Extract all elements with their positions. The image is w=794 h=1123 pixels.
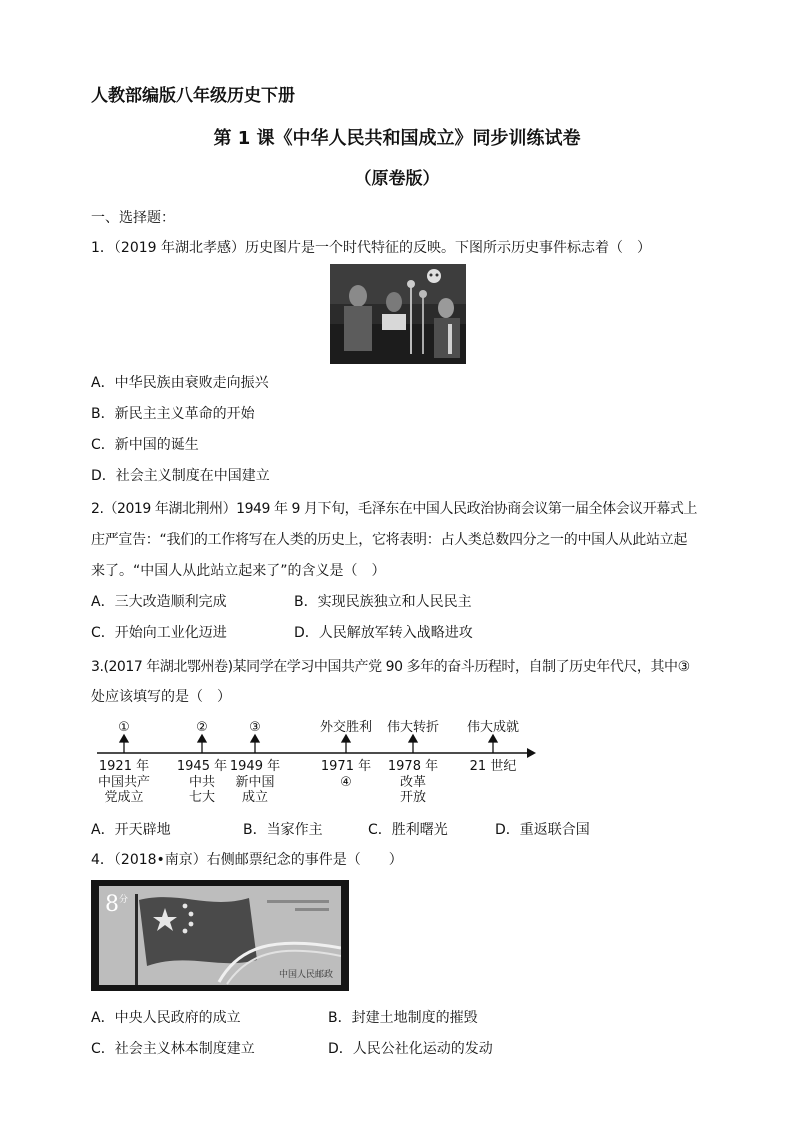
- q4-option-c: C．社会主义林本制度建立: [91, 1041, 255, 1057]
- timeline-arrow-1949: [251, 735, 259, 742]
- timeline-arrow-1921: [120, 735, 128, 742]
- flag-small-star-icon: [189, 922, 194, 927]
- q3-option-d: D．重返联合国: [495, 822, 590, 838]
- q2-option-d: D．人民解放军转入战略进攻: [294, 625, 473, 641]
- timeline-bottom-5: [383, 759, 443, 806]
- stamp-caption: 中国人民邮政: [278, 970, 333, 980]
- q3-option-b: B．当家作主: [243, 822, 323, 838]
- q4-option-a: A．中央人民政府的成立: [91, 1010, 241, 1026]
- timeline-bottom-3-line-2: 新中国: [235, 774, 275, 790]
- timeline-top-5: 伟大转折: [386, 720, 439, 735]
- timeline-bottom-1: [94, 759, 154, 806]
- q1-option-b: B．新民主主义革命的开始: [91, 406, 255, 422]
- timeline-bottom-4-line-2: ④: [340, 774, 352, 790]
- flag-small-star-icon: [183, 904, 188, 909]
- q4-stem: 4．（2018•南京）右侧邮票纪念的事件是（ ）: [91, 852, 403, 868]
- timeline-bottom-1-line-2: 中国共产: [97, 774, 150, 790]
- header-text: 人教部编版八年级历史下册: [91, 86, 295, 106]
- timeline-top-4: 外交胜利: [319, 720, 372, 735]
- q2-option-a: A．三大改造顺利完成: [91, 594, 227, 610]
- flag-pole: [135, 894, 138, 985]
- timeline-top-6: 伟大成就: [466, 720, 519, 735]
- stamp-fine-print: [295, 908, 329, 911]
- q1-option-a: A．中华民族由衰败走向振兴: [91, 375, 269, 391]
- q3-option-a: A．开天辟地: [91, 822, 171, 838]
- timeline-bottom-6: [463, 759, 523, 775]
- timeline-arrow-1945: [198, 735, 206, 742]
- timeline-arrow-1971: [342, 735, 350, 742]
- timeline-bottom-2-line-2: 中共: [188, 774, 215, 790]
- stamp-fine-print: [267, 900, 329, 903]
- q2-option-c: C．开始向工业化迈进: [91, 625, 227, 641]
- q4-option-b: B．封建土地制度的摧毁: [328, 1010, 478, 1026]
- timeline-bottom-2: [172, 759, 232, 806]
- timeline-arrow-1978: [409, 735, 417, 742]
- stamp-value-unit: 分: [119, 895, 129, 905]
- timeline-top-2: ②: [196, 720, 208, 735]
- flag-small-star-icon: [183, 929, 188, 934]
- q2-stem-line-2: 庄严宣告：“我们的工作将写在人类的历史上，它将表明：占人类总数四分之一的中国人从此站立起: [91, 532, 688, 548]
- timeline-bottom-3-line-1: 1949 年: [229, 759, 281, 774]
- stamp-face: [99, 886, 341, 985]
- timeline-bottom-2-line-3: 七大: [188, 790, 215, 806]
- stamp-value: [105, 892, 128, 917]
- timeline-top-3: ③: [249, 720, 261, 735]
- q1-option-c: C．新中国的诞生: [91, 437, 199, 453]
- timeline-bottom-4: [316, 759, 376, 790]
- timeline-bottom-2-line-1: 1945 年: [176, 759, 228, 774]
- timeline-bottom-5-line-3: 开放: [399, 790, 426, 806]
- timeline-bottom-3-line-3: 成立: [241, 790, 268, 806]
- timeline-axis-arrowhead: [527, 748, 536, 758]
- timeline-bottom-1-line-3: 党成立: [104, 790, 144, 806]
- page-title: 第 1 课《中华人民共和国成立》同步训练试卷: [213, 128, 581, 149]
- timeline-top-1: ①: [118, 720, 130, 735]
- section-heading: 一、选择题：: [91, 210, 175, 226]
- flag-small-star-icon: [189, 912, 194, 917]
- q2-stem-line-3: 来了。“中国人从此站立起来了”的含义是（ ）: [91, 563, 386, 579]
- q4-option-d: D．人民公社化运动的发动: [328, 1041, 493, 1057]
- timeline-bottom-1-line-1: 1921 年: [98, 759, 150, 774]
- q1-option-d: D．社会主义制度在中国建立: [91, 468, 270, 484]
- flag-image: [139, 897, 257, 966]
- q1-stem: 1．（2019 年湖北孝感）历史图片是一个时代特征的反映。下图所示历史事件标志着（ ）: [91, 240, 651, 256]
- timeline-arrow-21c: [489, 735, 497, 742]
- q2-option-b: B．实现民族独立和人民民主: [294, 594, 472, 610]
- stamp-value-number: 8: [105, 892, 119, 917]
- q4-stamp: [91, 880, 349, 991]
- timeline-bottom-4-line-1: 1971 年: [320, 759, 372, 774]
- timeline-bottom-5-line-2: 改革: [399, 774, 426, 790]
- timeline-bottom-5-line-1: 1978 年: [387, 759, 439, 774]
- timeline-bottom-6-line-1: 21 世纪: [469, 759, 517, 774]
- page-subtitle: （原卷版）: [354, 169, 440, 189]
- q3-stem-line-1: 3.(2017 年湖北鄂州卷)某同学在学习中国共产党 90 多年的奋斗历程时，自制了历史年代尺，其中③: [91, 659, 690, 675]
- q2-stem-line-1: 2.（2019 年湖北荆州）1949 年 9 月下旬，毛泽东在中国人民政治协商会议第一届全体会议开幕式上: [91, 501, 697, 517]
- q3-stem-line-2: 处应该填写的是（ ）: [91, 689, 231, 705]
- timeline-bottom-3: [225, 759, 285, 806]
- q3-option-c: C．胜利曙光: [368, 822, 448, 838]
